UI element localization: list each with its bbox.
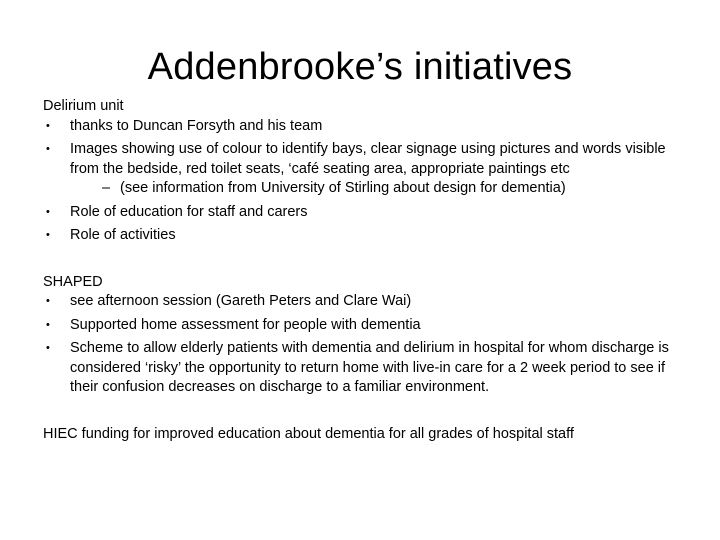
bullet-text: thanks to Duncan Forsyth and his team	[70, 117, 323, 134]
bullet-item	[43, 140, 683, 199]
delirium-unit-bullet-list	[43, 117, 683, 246]
slide-body	[43, 97, 683, 444]
sub-bullet-text: (see information from University of Stirling about design for dementia)	[120, 180, 566, 196]
bullet-text: Scheme to allow elderly patients with dementia and delirium in hospital for whom discharge is considered ‘risky’ the opportunity to return home with live-in care for a 2 week period to see if their confusion decreases on discharge to a familiar environment.	[70, 340, 669, 395]
section-heading-delirium-unit: Delirium unit	[43, 98, 124, 114]
bullet-item	[43, 226, 683, 246]
spacer	[43, 250, 683, 273]
bullet-text: Role of activities	[70, 227, 176, 243]
shaped-bullet-list	[43, 292, 683, 398]
bullet-item	[43, 203, 683, 223]
spacer	[43, 402, 683, 425]
slide-title: Addenbrooke’s initiatives	[147, 46, 573, 88]
bullet-text: Images showing use of colour to identify bays, clear signage using pictures and words visible from the bedside, red toilet seats, ‘café seating area, appropriate paintings etc	[70, 141, 666, 177]
sub-bullet-item	[70, 179, 683, 199]
section-heading-shaped: SHAPED	[43, 273, 103, 290]
bullet-item	[43, 117, 683, 137]
bullet-item	[43, 339, 683, 398]
dash-marker: –	[102, 180, 111, 196]
bullet-item	[43, 316, 683, 336]
hiec-funding-line: HIEC funding for improved education about dementia for all grades of hospital staff	[43, 425, 574, 442]
sub-bullet-list	[70, 179, 683, 199]
bullet-text: Supported home assessment for people with dementia	[70, 316, 421, 333]
bullet-text: see afternoon session (Gareth Peters and Clare Wai)	[70, 293, 412, 309]
bullet-text: Role of education for staff and carers	[70, 203, 308, 220]
bullet-item	[43, 292, 683, 312]
